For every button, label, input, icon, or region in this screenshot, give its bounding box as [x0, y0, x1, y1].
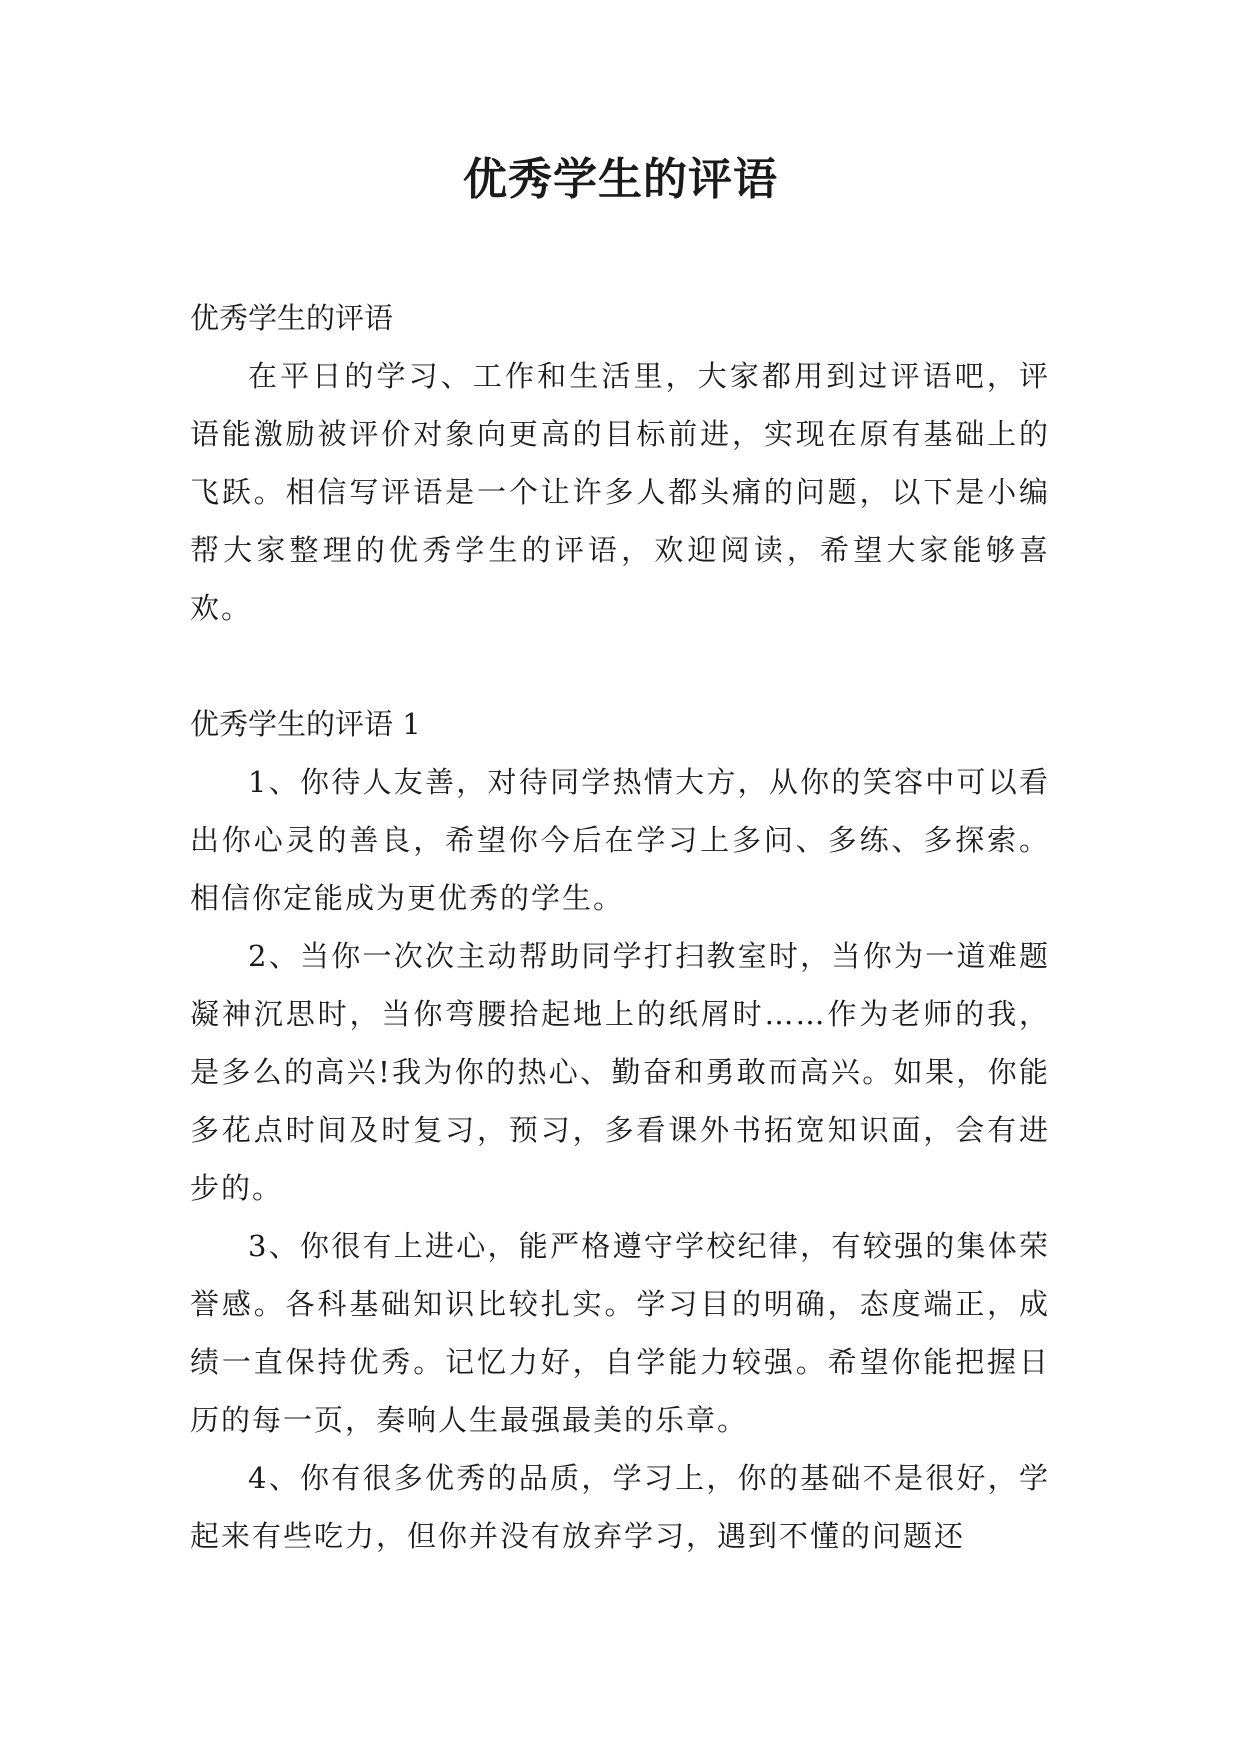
comment-item-4: 4、你有很多优秀的品质，学习上，你的基础不是很好，学起来有些吃力，但你并没有放弃学习，遇到不懂的问题还 [190, 1461, 1050, 1553]
intro-heading: 优秀学生的评语 [190, 301, 394, 335]
section-heading: 优秀学生的评语 1 [190, 707, 421, 741]
intro-paragraph: 在平日的学习、工作和生活里，大家都用到过评语吧，评语能激励被评价对象向更高的目标前进，实现在原有基础上的飞跃。相信写评语是一个让许多人都头痛的问题，以下是小编帮大家整理的优秀学生的评语，欢迎阅读，希望大家能够喜欢。 [190, 359, 1050, 625]
document-body [190, 289, 1050, 1565]
comment-item-2: 2、当你一次次主动帮助同学打扫教室时，当你为一道难题凝神沉思时，当你弯腰拾起地上的纸屑时……作为老师的我，是多么的高兴!我为你的热心、勤奋和勇敢而高兴。如果，你能多花点时间及时复习，预习，多看课外书拓宽知识面，会有进步的。 [190, 939, 1050, 1205]
comment-item-3: 3、你很有上进心，能严格遵守学校纪律，有较强的集体荣誉感。各科基础知识比较扎实。学习目的明确，态度端正，成绩一直保持优秀。记忆力好，自学能力较强。希望你能把握日历的每一页，奏响人生最强最美的乐章。 [190, 1229, 1050, 1437]
document-title: 优秀学生的评语 [463, 154, 778, 205]
comment-item-1: 1、你待人友善，对待同学热情大方，从你的笑容中可以看出你心灵的善良，希望你今后在学习上多问、多练、多探索。相信你定能成为更优秀的学生。 [190, 765, 1050, 915]
section-spacer [190, 637, 1050, 695]
